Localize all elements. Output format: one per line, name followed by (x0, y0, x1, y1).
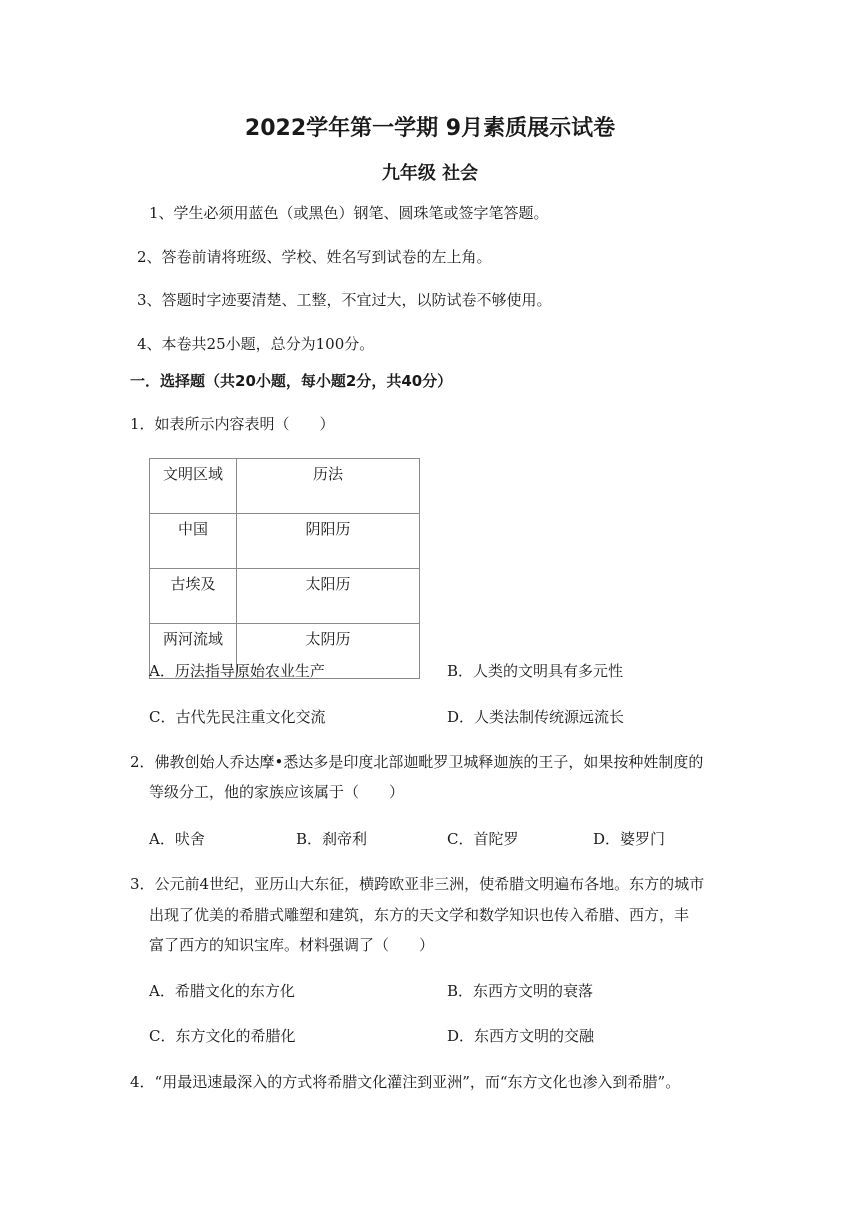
question-2-stem-line2: 等级分工，他的家族应该属于（ ） (149, 783, 405, 801)
section-heading: 一．选择题（共20小题，每小题2分，共40分） (130, 372, 453, 390)
q2-option-d: D．婆罗门 (593, 830, 666, 848)
exam-subtitle: 九年级 社会 (381, 163, 479, 184)
table-cell: 两河流域 (150, 624, 237, 679)
table-cell: 太阴历 (237, 624, 420, 679)
table-cell: 阴阳历 (237, 514, 420, 569)
table-cell: 古埃及 (150, 569, 237, 624)
calendar-table (149, 458, 420, 679)
q1-option-d: D．人类法制传统源远流长 (447, 708, 625, 726)
table-cell: 太阳历 (237, 569, 420, 624)
table-row (150, 514, 420, 569)
instruction-3: 3、答题时字迹要清楚、工整，不宜过大，以防试卷不够使用。 (137, 291, 552, 309)
question-2-stem-line1: 2．佛教创始人乔达摩•悉达多是印度北部迦毗罗卫城释迦族的王子，如果按种姓制度的 (130, 753, 704, 771)
instruction-4: 4、本卷共25小题，总分为100分。 (137, 335, 375, 353)
q2-option-b: B．刹帝利 (296, 830, 368, 848)
question-1-stem: 1．如表所示内容表明（ ） (130, 415, 335, 433)
instruction-1: 1、学生必须用蓝色（或黑色）钢笔、圆珠笔或签字笔答题。 (149, 204, 549, 222)
q3-option-b: B．东西方文明的衰落 (447, 982, 594, 1000)
question-3-stem-line3: 富了西方的知识宝库。材料强调了（ ） (149, 936, 435, 954)
question-3-stem-line2: 出现了优美的希腊式雕塑和建筑，东方的天文学和数学知识也传入希腊、西方，丰 (149, 906, 690, 924)
table-header-cell: 文明区域 (150, 459, 237, 514)
exam-title: 2022学年第一学期 9月素质展示试卷 (244, 116, 616, 141)
table-row (150, 569, 420, 624)
q1-option-c: C．古代先民注重文化交流 (149, 708, 326, 726)
question-3-stem-line1: 3．公元前4世纪，亚历山大东征，横跨欧亚非三洲，使希腊文明遍布各地。东方的城市 (130, 875, 705, 893)
q3-option-a: A．希腊文化的东方化 (149, 982, 295, 1000)
question-4-stem-line1: 4．“用最迅速最深入的方式将希腊文化灌注到亚洲”，而“东方文化也渗入到希腊”。 (130, 1073, 681, 1091)
q3-option-d: D．东西方文明的交融 (447, 1027, 595, 1045)
q1-option-b: B．人类的文明具有多元性 (447, 662, 624, 680)
q2-option-a: A．吠舍 (149, 830, 205, 848)
instruction-2: 2、答卷前请将班级、学校、姓名写到试卷的左上角。 (137, 248, 492, 266)
table-header-cell: 历法 (237, 459, 420, 514)
table-header-row (150, 459, 420, 514)
q2-option-c: C．首陀罗 (447, 830, 519, 848)
table-cell: 中国 (150, 514, 237, 569)
q1-option-a: A．历法指导原始农业生产 (149, 662, 325, 680)
q3-option-c: C．东方文化的希腊化 (149, 1027, 296, 1045)
